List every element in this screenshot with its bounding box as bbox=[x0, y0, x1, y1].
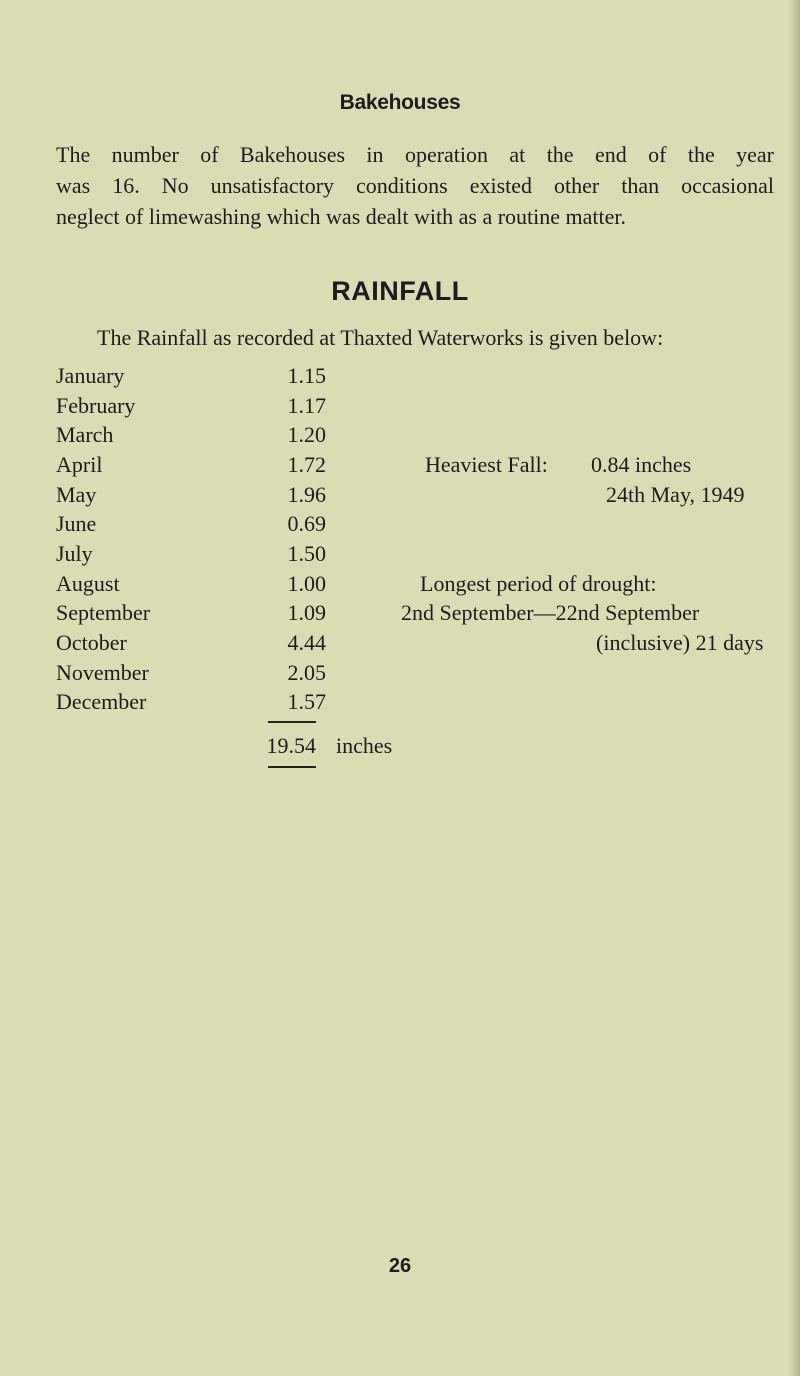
month-name: November bbox=[56, 660, 149, 685]
month-name: December bbox=[56, 689, 147, 714]
month-rainfall: 0.69 bbox=[287, 511, 326, 536]
total-rule-top bbox=[268, 721, 316, 723]
rainfall-intro: The Rainfall as recorded at Thaxted Waterworks is given below: bbox=[97, 325, 664, 350]
month-name: June bbox=[56, 511, 97, 536]
total-unit: inches bbox=[336, 733, 393, 758]
month-rainfall: 1.09 bbox=[287, 600, 326, 625]
month-name: January bbox=[56, 363, 125, 388]
month-rainfall: 1.17 bbox=[287, 393, 326, 418]
rainfall-row bbox=[56, 393, 326, 423]
drought-duration: (inclusive) 21 days bbox=[596, 630, 764, 655]
month-rainfall: 1.00 bbox=[287, 571, 326, 596]
rainfall-heading: RAINFALL bbox=[331, 276, 469, 306]
month-rainfall: 1.57 bbox=[287, 689, 326, 714]
month-name: February bbox=[56, 393, 136, 418]
month-name: October bbox=[56, 630, 127, 655]
rainfall-row bbox=[56, 571, 326, 601]
rainfall-row bbox=[56, 600, 326, 630]
rainfall-row bbox=[56, 363, 326, 393]
rainfall-row bbox=[56, 452, 326, 482]
month-rainfall: 1.96 bbox=[287, 482, 326, 507]
bakehouses-line-1: The number of Bakehouses in operation at the end of the year bbox=[56, 142, 774, 167]
drought-label: Longest period of drought: bbox=[420, 571, 657, 596]
month-rainfall: 1.15 bbox=[287, 363, 326, 388]
month-rainfall: 1.72 bbox=[287, 452, 326, 477]
month-rainfall: 1.20 bbox=[287, 422, 326, 447]
rainfall-row bbox=[56, 660, 326, 690]
month-name: September bbox=[56, 600, 151, 625]
month-rainfall: 1.50 bbox=[287, 541, 326, 566]
bakehouses-heading: Bakehouses bbox=[339, 91, 461, 114]
rainfall-row bbox=[56, 422, 326, 452]
rainfall-row bbox=[56, 482, 326, 512]
rainfall-row bbox=[56, 541, 326, 571]
bakehouses-line-3: neglect of limewashing which was dealt with as a routine matter. bbox=[56, 204, 627, 229]
heaviest-fall-label: Heaviest Fall: bbox=[425, 452, 548, 477]
month-name: May bbox=[56, 482, 97, 507]
heaviest-fall-date: 24th May, 1949 bbox=[606, 482, 745, 507]
month-name: August bbox=[56, 571, 120, 596]
month-rainfall: 2.05 bbox=[287, 660, 326, 685]
month-rainfall: 4.44 bbox=[287, 630, 326, 655]
rainfall-row bbox=[56, 630, 326, 660]
bakehouses-line-2: was 16. No unsatisfactory conditions existed other than occasional bbox=[56, 173, 774, 198]
bakehouses-paragraph bbox=[56, 139, 774, 232]
month-name: March bbox=[56, 422, 114, 447]
page-number: 26 bbox=[388, 1255, 412, 1277]
total-value: 19.54 bbox=[266, 733, 316, 758]
rainfall-row bbox=[56, 689, 326, 719]
month-name: July bbox=[56, 541, 93, 566]
page-edge-shadow bbox=[788, 0, 800, 1376]
drought-period: 2nd September—22nd September bbox=[401, 600, 700, 625]
total-rule-bottom bbox=[268, 766, 316, 768]
rainfall-row bbox=[56, 511, 326, 541]
heaviest-fall-value: 0.84 inches bbox=[591, 452, 692, 477]
month-name: April bbox=[56, 452, 103, 477]
